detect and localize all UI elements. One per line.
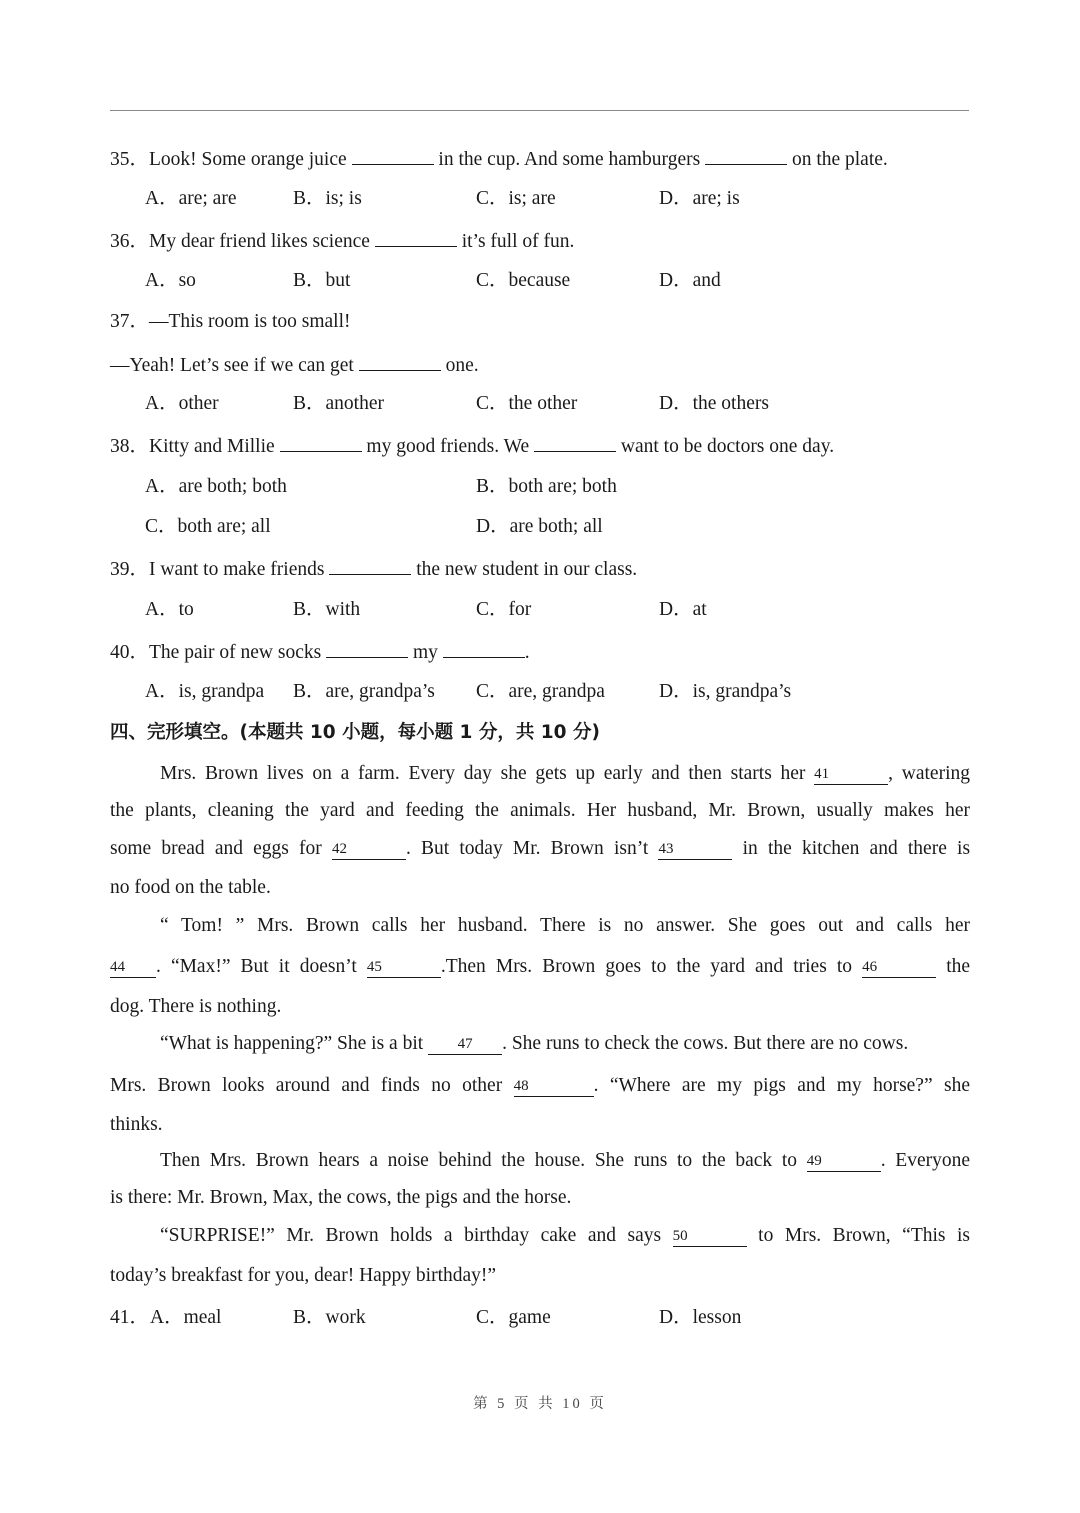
passage-line: is there: Mr. Brown, Max, the cows, the pigs and the horse.: [110, 1187, 572, 1208]
passage-line: Mrs. Brown looks around and finds no other 48 . “Where are my pigs and my horse?” she: [110, 1075, 970, 1096]
option-a[interactable]: A．are both; both: [145, 476, 287, 497]
answer-blank[interactable]: [280, 433, 362, 452]
header-rule: [110, 110, 969, 111]
option-c[interactable]: C．is; are: [476, 188, 556, 209]
blank-49[interactable]: 49: [807, 1152, 881, 1172]
blank-42[interactable]: 42: [332, 840, 406, 860]
passage-line: thinks.: [110, 1114, 163, 1135]
option-a[interactable]: A．are; are: [145, 188, 237, 209]
option-d[interactable]: D．is, grandpa’s: [659, 681, 792, 702]
option-a[interactable]: A．so: [145, 270, 196, 291]
option-c[interactable]: C．game: [476, 1307, 551, 1328]
passage-line: Then Mrs. Brown hears a noise behind the house. She runs to the back to 49 . Everyone: [160, 1150, 971, 1171]
option-b[interactable]: B．another: [293, 393, 384, 414]
blank-46[interactable]: 46: [862, 958, 936, 978]
page-footer: 第 5 页 共 10 页: [473, 1396, 607, 1412]
question-40: 40．The pair of new socks my .: [110, 639, 530, 665]
blank-45[interactable]: 45: [367, 958, 441, 978]
option-a[interactable]: A．meal: [150, 1307, 222, 1328]
option-a[interactable]: A．to: [145, 599, 194, 620]
option-a[interactable]: A．is, grandpa: [145, 681, 265, 702]
question-41-number: 41．: [110, 1307, 150, 1328]
option-c[interactable]: C．are, grandpa: [476, 681, 605, 702]
option-b[interactable]: B．both are; both: [476, 476, 617, 497]
blank-47[interactable]: 47: [428, 1035, 502, 1055]
blank-43[interactable]: 43: [658, 840, 732, 860]
blank-50[interactable]: 50: [673, 1227, 747, 1247]
option-d[interactable]: D．and: [659, 270, 721, 291]
passage-line: some bread and eggs for 42 . But today Mr. Brown isn’t 43 in the kitchen and there is: [110, 838, 971, 859]
option-c[interactable]: C．because: [476, 270, 571, 291]
question-37-reply: —Yeah! Let’s see if we can get one.: [110, 352, 479, 378]
option-a[interactable]: A．other: [145, 393, 219, 414]
option-c[interactable]: C．the other: [476, 393, 578, 414]
passage-line: the plants, cleaning the yard and feeding the animals. Her husband, Mr. Brown, usually makes her: [110, 800, 970, 821]
option-c[interactable]: C．both are; all: [145, 516, 271, 537]
answer-blank[interactable]: [443, 639, 525, 658]
passage-line: Mrs. Brown lives on a farm. Every day she gets up early and then starts her 41 , watering: [160, 763, 970, 784]
answer-blank[interactable]: [375, 228, 457, 247]
option-b[interactable]: B．with: [293, 599, 361, 620]
question-35: 35．Look! Some orange juice in the cup. And some hamburgers on the plate.: [110, 146, 888, 172]
answer-blank[interactable]: [326, 639, 408, 658]
passage-line: “SURPRISE!” Mr. Brown holds a birthday cake and says 50 to Mrs. Brown, “This is: [160, 1225, 971, 1246]
blank-44[interactable]: 44: [110, 958, 156, 978]
blank-41[interactable]: 41: [814, 765, 888, 785]
blank-48[interactable]: 48: [514, 1077, 594, 1097]
question-36: 36．My dear friend likes science it’s full of fun.: [110, 228, 574, 254]
option-b[interactable]: B．is; is: [293, 188, 362, 209]
option-b[interactable]: B．but: [293, 270, 351, 291]
answer-blank[interactable]: [352, 146, 434, 165]
answer-blank[interactable]: [705, 146, 787, 165]
passage-line: “What is happening?” She is a bit 47 . She runs to check the cows. But there are no cows.: [160, 1033, 909, 1054]
option-d[interactable]: D．are both; all: [476, 516, 603, 537]
question-37: 37．—This room is too small!: [110, 311, 351, 332]
passage-line: today’s breakfast for you, dear! Happy birthday!”: [110, 1265, 497, 1286]
passage-line: dog. There is nothing.: [110, 996, 282, 1017]
passage-line: “ Tom! ” Mrs. Brown calls her husband. There is no answer. She goes out and calls her: [160, 915, 970, 936]
passage-line: 44 . “Max!” But it doesn’t 45 .Then Mrs. Brown goes to the yard and tries to 46 the: [110, 956, 971, 977]
passage-line: no food on the table.: [110, 877, 271, 898]
answer-blank[interactable]: [359, 352, 441, 371]
option-d[interactable]: D．lesson: [659, 1307, 742, 1328]
section-heading: 四、完形填空。(本题共 10 小题，每小题 1 分，共 10 分): [110, 722, 600, 743]
option-b[interactable]: B．work: [293, 1307, 366, 1328]
question-39: 39．I want to make friends the new student in our class.: [110, 556, 637, 582]
option-d[interactable]: D．are; is: [659, 188, 740, 209]
answer-blank[interactable]: [329, 556, 411, 575]
option-c[interactable]: C．for: [476, 599, 532, 620]
answer-blank[interactable]: [534, 433, 616, 452]
question-38: 38．Kitty and Millie my good friends. We want to be doctors one day.: [110, 433, 834, 459]
option-d[interactable]: D．at: [659, 599, 707, 620]
option-d[interactable]: D．the others: [659, 393, 769, 414]
option-b[interactable]: B．are, grandpa’s: [293, 681, 435, 702]
